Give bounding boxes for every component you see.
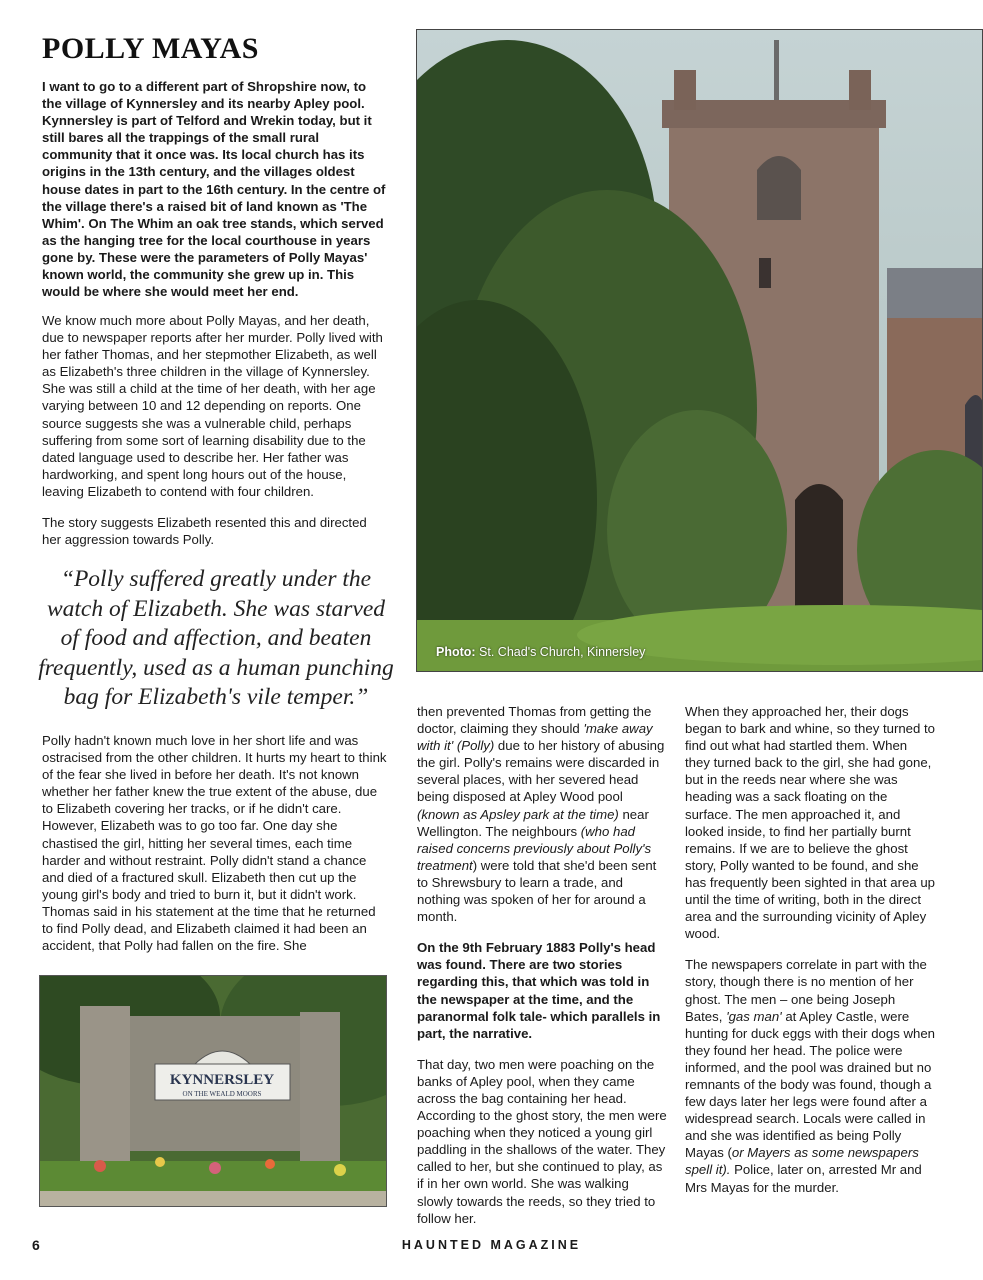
text-run: due to her history of abusing the girl. Polly's remains were discarded in several places, with her severed head being disposed at Apley Wood pool	[417, 738, 665, 805]
paragraph: When they approached her, their dogs began to bark and whine, so they turned to find out what had startled them. When they turned back to the girl, she had gone, but in the reeds near where she was heading was a sack floating on the surface. The men approached it, and looked inside, to find her partially burnt remains. If we are to believe the ghost story, Polly wanted to be found, and she has frequently been sighted in that area up until the time of writing, both in the direct area and the surrounding vicinity of Apley wood.	[685, 704, 936, 942]
column-3	[685, 703, 935, 1210]
photo-caption	[436, 645, 645, 659]
village-sign-photo	[39, 975, 387, 1207]
text-run: The newspapers correlate in part with the story, though there is no mention of her ghost. The men – one being Joseph Bates,	[685, 957, 927, 1024]
italic-text: (known as Apsley park at the time)	[417, 806, 619, 822]
paragraph: Polly hadn't known much love in her short life and was ostracised from the other children. It hurts my heart to think of the fear she lived in before her death. It's not known whether her father knew the true extent of the abuse, due to Elizabeth covering her tracks, or if he didn't care. However, Elizabeth was to go too far. One day she chastised the girl, hitting her several times, each time harder and without restraint. Polly didn't stand a chance and died of a fractured skull. Elizabeth then cut up the young girl's body and tried to burn it, but it didn't work. Thomas said in his statement at the time that he returned to find Polly dead, and Elizabeth claimed it had been an accident, that Polly had fallen on the fire. She	[42, 733, 387, 954]
sign-name: KYNNERSLEY	[169, 1072, 275, 1088]
column-1	[42, 312, 387, 562]
church-photo	[416, 29, 983, 672]
page-number: 6	[32, 1237, 40, 1253]
column-1-lower	[42, 732, 387, 968]
italic-text: 'gas man'	[726, 1008, 782, 1024]
caption-label: Photo:	[436, 645, 476, 659]
italic-text: or Mayers as some newspapers spell it).	[685, 1145, 919, 1178]
pull-quote: “Polly suffered greatly under the watch of Elizabeth. She was starved of food and affection, and beaten frequently, used as a human punching bag for Elizabeth's vile temper.”	[38, 566, 394, 710]
paragraph: On the 9th February 1883 Polly's head was found. There are two stories regarding this, that which was told in the newspaper at the time, and the paranormal folk tale- which parallels in part, the narrative.	[417, 940, 661, 1041]
sign-subtitle: ON THE WEALD MOORS	[182, 1090, 262, 1098]
italic-text: 'make away with it' (Polly)	[417, 721, 653, 754]
magazine-name: HAUNTED MAGAZINE	[401, 1238, 582, 1252]
paragraph: That day, two men were poaching on the banks of Apley pool, when they came across the bag containing her head. According to the ghost story, the men were poaching when they noticed a young girl paddling in the shallows of the water. They called to her, but she continued to play, as if in her own world. She was walking slowly towards the reeds, so they tried to follow her.	[417, 1056, 667, 1226]
text-run: ) were told that she'd been sent to Shrewsbury to learn a trade, and nothing was spoken of her for around a month.	[417, 857, 657, 925]
text-run: near Wellington. The neighbours	[417, 806, 649, 839]
paragraph	[417, 703, 667, 925]
text-run: then prevented Thomas from getting the doctor, claiming they should	[417, 704, 652, 737]
paragraph	[685, 956, 935, 1195]
column-2	[417, 703, 667, 1241]
paragraph: We know much more about Polly Mayas, and her death, due to newspaper reports after her murder. Polly lived with her father Thomas, and her stepmother Elizabeth, as well as Elizabeth's three children in the village of Kynnersley. She was still a child at the time of her death, with her age varying between 10 and 12 depending on reports. One source suggests she was a vulnerable child, perhaps suffering from some sort of learning disability due to the dated language used to describe her. Her father was hardworking, and spent long hours out of the house, leaving Elizabeth to contend with four children.	[42, 313, 383, 499]
lead-paragraph	[42, 78, 387, 314]
article-title: POLLY MAYAS	[42, 32, 259, 65]
italic-text: (who had raised concerns previously about Polly's treatment	[417, 823, 652, 873]
caption-text: St. Chad's Church, Kinnersley	[475, 645, 646, 659]
paragraph: The story suggests Elizabeth resented this and directed her aggression towards Polly.	[42, 515, 367, 548]
text-run: at Apley Castle, were hunting for duck eggs with their dogs when they found her head. The police were informed, and the pool was drained but no remnants of the body was found, though a few days later her legs were found after a widespread search. Locals were called in and she was identified as being Polly Mayas (	[685, 1008, 935, 1161]
text-run: Police, later on, arrested Mr and Mrs Mayas for the murder.	[685, 1162, 922, 1195]
lead-text: I want to go to a different part of Shropshire now, to the village of Kynnersley and its nearby Apley pool. Kynnersley is part of Telford and Wrekin today, but it still bares all the trappings of the small rural community that it once was. Its local church has its origins in the 13th century, and the villages oldest house dates in part to the 16th century. In the centre of the village there's a raised bit of land known as 'The Whim'. On The Whim an oak tree stands, which served as the hanging tree for the local courthouse in years gone by. These were the parameters of Polly Mayas' known world, the community she grew up in. This would be where she would meet her end.	[42, 79, 386, 300]
